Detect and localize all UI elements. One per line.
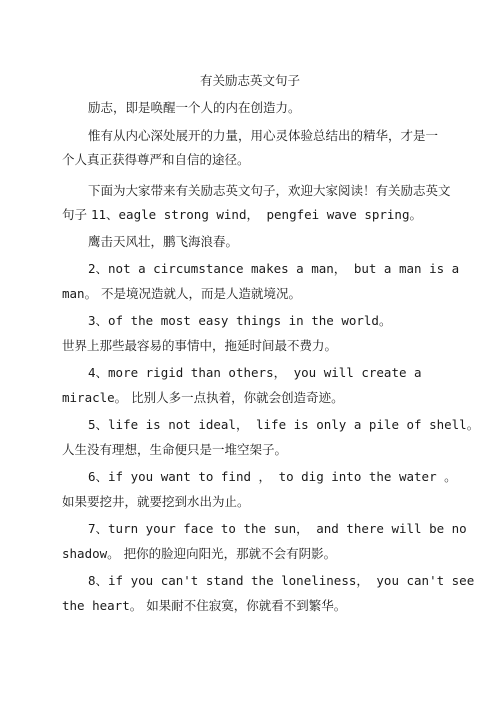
paragraph-line: 励志，即是唤醒一个人的内在创造力。 [88, 100, 301, 115]
english-sentence: the heart。 [62, 598, 143, 613]
english-sentence: 6、if you want to find ， to dig into the water 。 [88, 469, 457, 484]
paragraph-line [62, 596, 346, 616]
english-sentence: 2、not a circumstance makes a man， but a man is a [88, 261, 460, 276]
chinese-translation: 把你的脸迎向阳光，那就不会有阴影。 [119, 546, 337, 561]
chinese-translation: 如果要挖井，就要挖到水出为止。 [62, 494, 250, 509]
english-sentence: 3、of the most easy things in the world。 [88, 313, 392, 328]
paragraph-line [62, 388, 344, 408]
paragraph-line [62, 205, 422, 225]
paragraph-line: 下面为大家带来有关励志英文句子，欢迎大家阅读！有关励志英文 [88, 183, 451, 198]
paragraph-text: 句子 [62, 207, 91, 222]
chinese-translation: 鹰击天风壮，鹏飞海浪春。 [88, 234, 239, 249]
paragraph-line [62, 284, 301, 304]
chinese-translation: 如果耐不住寂寞，你就看不到繁华。 [142, 598, 347, 613]
english-sentence: 5、life is not ideal， life is only a pile of shell。 [88, 417, 480, 432]
english-sentence: man。 [62, 286, 98, 301]
paragraph-line: 个人真正获得尊严和自信的途径。 [62, 152, 250, 167]
english-sentence: 8、if you can't stand the loneliness， you can't see [88, 573, 475, 588]
english-sentence: miracle。 [62, 390, 128, 405]
english-sentence: shadow。 [62, 546, 120, 561]
chinese-translation: 世界上那些最容易的事情中，拖延时间最不费力。 [62, 338, 338, 353]
english-sentence: 7、turn your face to the sun， and there will be no [88, 521, 467, 536]
english-sentence: 11、eagle strong wind， pengfei wave spring。 [90, 207, 422, 222]
paragraph-line [62, 544, 336, 564]
chinese-translation: 比别人多一点执着，你就会创造奇迹。 [127, 390, 344, 405]
document-title: 有关励志英文句子 [199, 73, 300, 88]
paragraph-line: 惟有从内心深处展开的力量，用心灵体验总结出的精华，才是一 [88, 128, 439, 143]
chinese-translation: 人生没有理想，生命便只是一堆空架子。 [62, 442, 288, 457]
english-sentence: 4、more rigid than others， you will create a [88, 365, 422, 380]
chinese-translation: 不是境况造就人，而是人造就境况。 [97, 286, 302, 301]
